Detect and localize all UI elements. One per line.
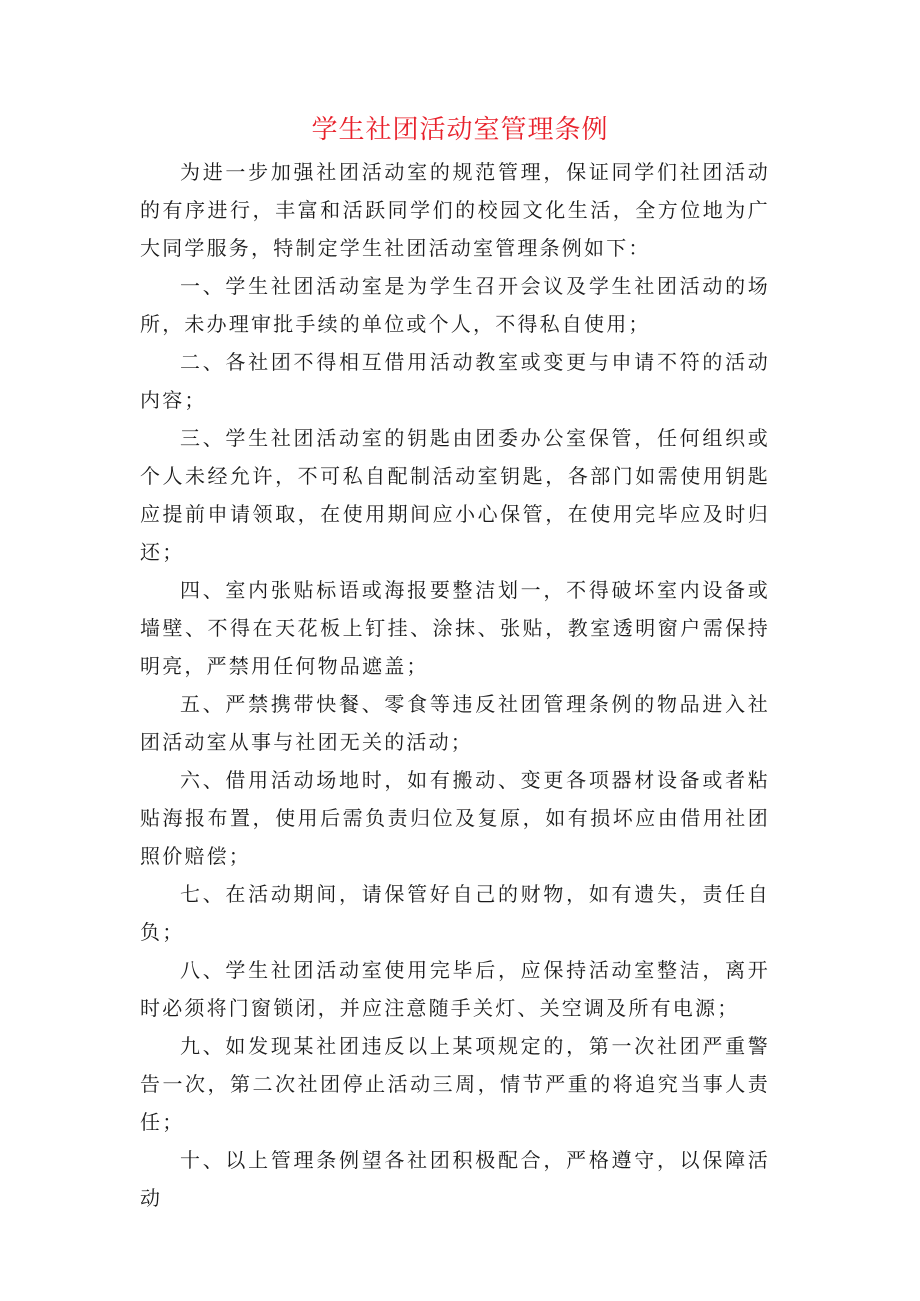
paragraph-intro: 为进一步加强社团活动室的规范管理，保证同学们社团活动的有序进行，丰富和活跃同学们的校园文化生活，全方位地为广大同学服务，特制定学生社团活动室管理条例如下： [140,160,770,260]
paragraph-rule-10: 十、以上管理条例望各社团积极配合，严格遵守，以保障活动 [140,1148,770,1210]
paragraph-rule-6: 六、借用活动场地时，如有搬动、变更各项器材设备或者粘贴海报布置，使用后需负责归位及复原，如有损坏应由借用社团照价赔偿； [140,768,770,868]
paragraph-rule-3: 三、学生社团活动室的钥匙由团委办公室保管，任何组织或个人未经允许，不可私自配制活动室钥匙，各部门如需使用钥匙应提前申请领取，在使用期间应小心保管，在使用完毕应及时归还； [140,426,770,564]
document-title: 学生社团活动室管理条例 [311,115,609,145]
paragraph-rule-7: 七、在活动期间，请保管好自己的财物，如有遗失，责任自负； [140,882,770,944]
paragraph-rule-8: 八、学生社团活动室使用完毕后，应保持活动室整洁，离开时必须将门窗锁闭，并应注意随手关灯、关空调及所有电源； [140,958,770,1020]
paragraph-rule-4: 四、室内张贴标语或海报要整洁划一，不得破坏室内设备或墙壁、不得在天花板上钉挂、涂抹、张贴，教室透明窗户需保持明亮，严禁用任何物品遮盖； [140,578,770,678]
paragraph-rule-2: 二、各社团不得相互借用活动教室或变更与申请不符的活动内容； [140,350,770,412]
document-body [140,153,770,1217]
paragraph-rule-1: 一、学生社团活动室是为学生召开会议及学生社团活动的场所，未办理审批手续的单位或个人，不得私自使用； [140,274,770,336]
paragraph-rule-5: 五、严禁携带快餐、零食等违反社团管理条例的物品进入社团活动室从事与社团无关的活动； [140,692,770,754]
paragraph-rule-9: 九、如发现某社团违反以上某项规定的，第一次社团严重警告一次，第二次社团停止活动三周，情节严重的将追究当事人责任； [140,1034,770,1134]
